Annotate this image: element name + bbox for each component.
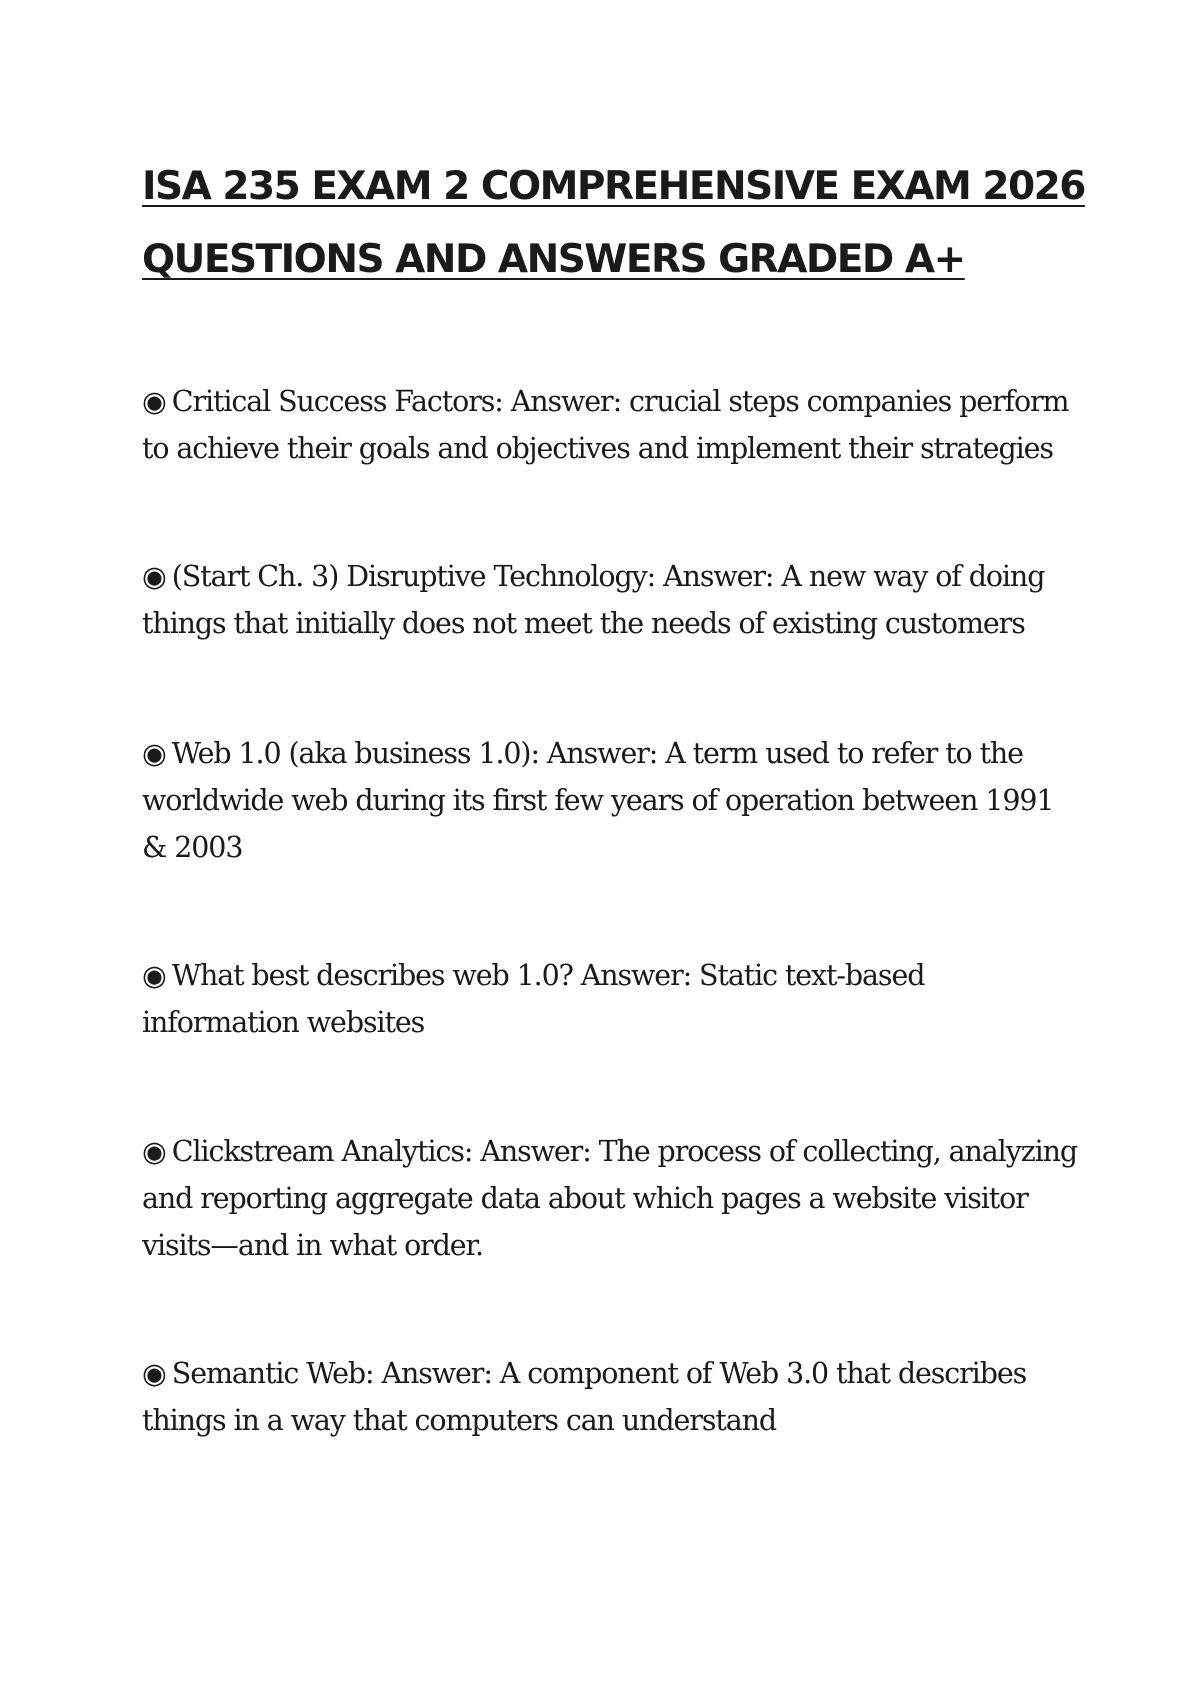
title-line-1: ISA 235 EXAM 2 COMPREHENSIVE EXAM 2026: [142, 164, 1085, 209]
qa-item-text: Critical Success Factors: Answer: crucial steps companies perform to achieve their goals and objectives and implement their strategies: [142, 385, 1069, 465]
radio-bullet-icon: ◉: [142, 385, 166, 418]
radio-bullet-icon: ◉: [142, 1357, 166, 1390]
qa-item-web-1-0-description: [142, 952, 1082, 1046]
radio-bullet-icon: ◉: [142, 959, 166, 992]
radio-bullet-icon: ◉: [142, 1135, 166, 1168]
radio-bullet-icon: ◉: [142, 737, 166, 770]
radio-bullet-icon: ◉: [142, 560, 166, 593]
qa-item-critical-success-factors: [142, 378, 1082, 472]
qa-item-disruptive-technology: [142, 553, 1082, 647]
title-line-2: QUESTIONS AND ANSWERS GRADED A+: [142, 237, 965, 282]
qa-item-text: Semantic Web: Answer: A component of Web 3.0 that describes things in a way that computers can understand: [142, 1357, 1027, 1437]
qa-item-text: Web 1.0 (aka business 1.0): Answer: A term used to refer to the worldwide web during its first few years of operation between 1991 & 2003: [142, 737, 1054, 864]
qa-item-text: Clickstream Analytics: Answer: The process of collecting, analyzing and reporting aggregate data about which pages a website visitor visits—and in what order.: [142, 1135, 1078, 1262]
qa-item-text: (Start Ch. 3) Disruptive Technology: Answer: A new way of doing things that initially does not meet the needs of existing customers: [142, 560, 1045, 640]
qa-item-text: What best describes web 1.0? Answer: Static text-based information websites: [142, 959, 925, 1039]
qa-item-clickstream-analytics: [142, 1128, 1082, 1269]
qa-item-semantic-web: [142, 1350, 1082, 1444]
qa-item-web-1-0: [142, 730, 1082, 871]
document-title: [142, 150, 1085, 296]
